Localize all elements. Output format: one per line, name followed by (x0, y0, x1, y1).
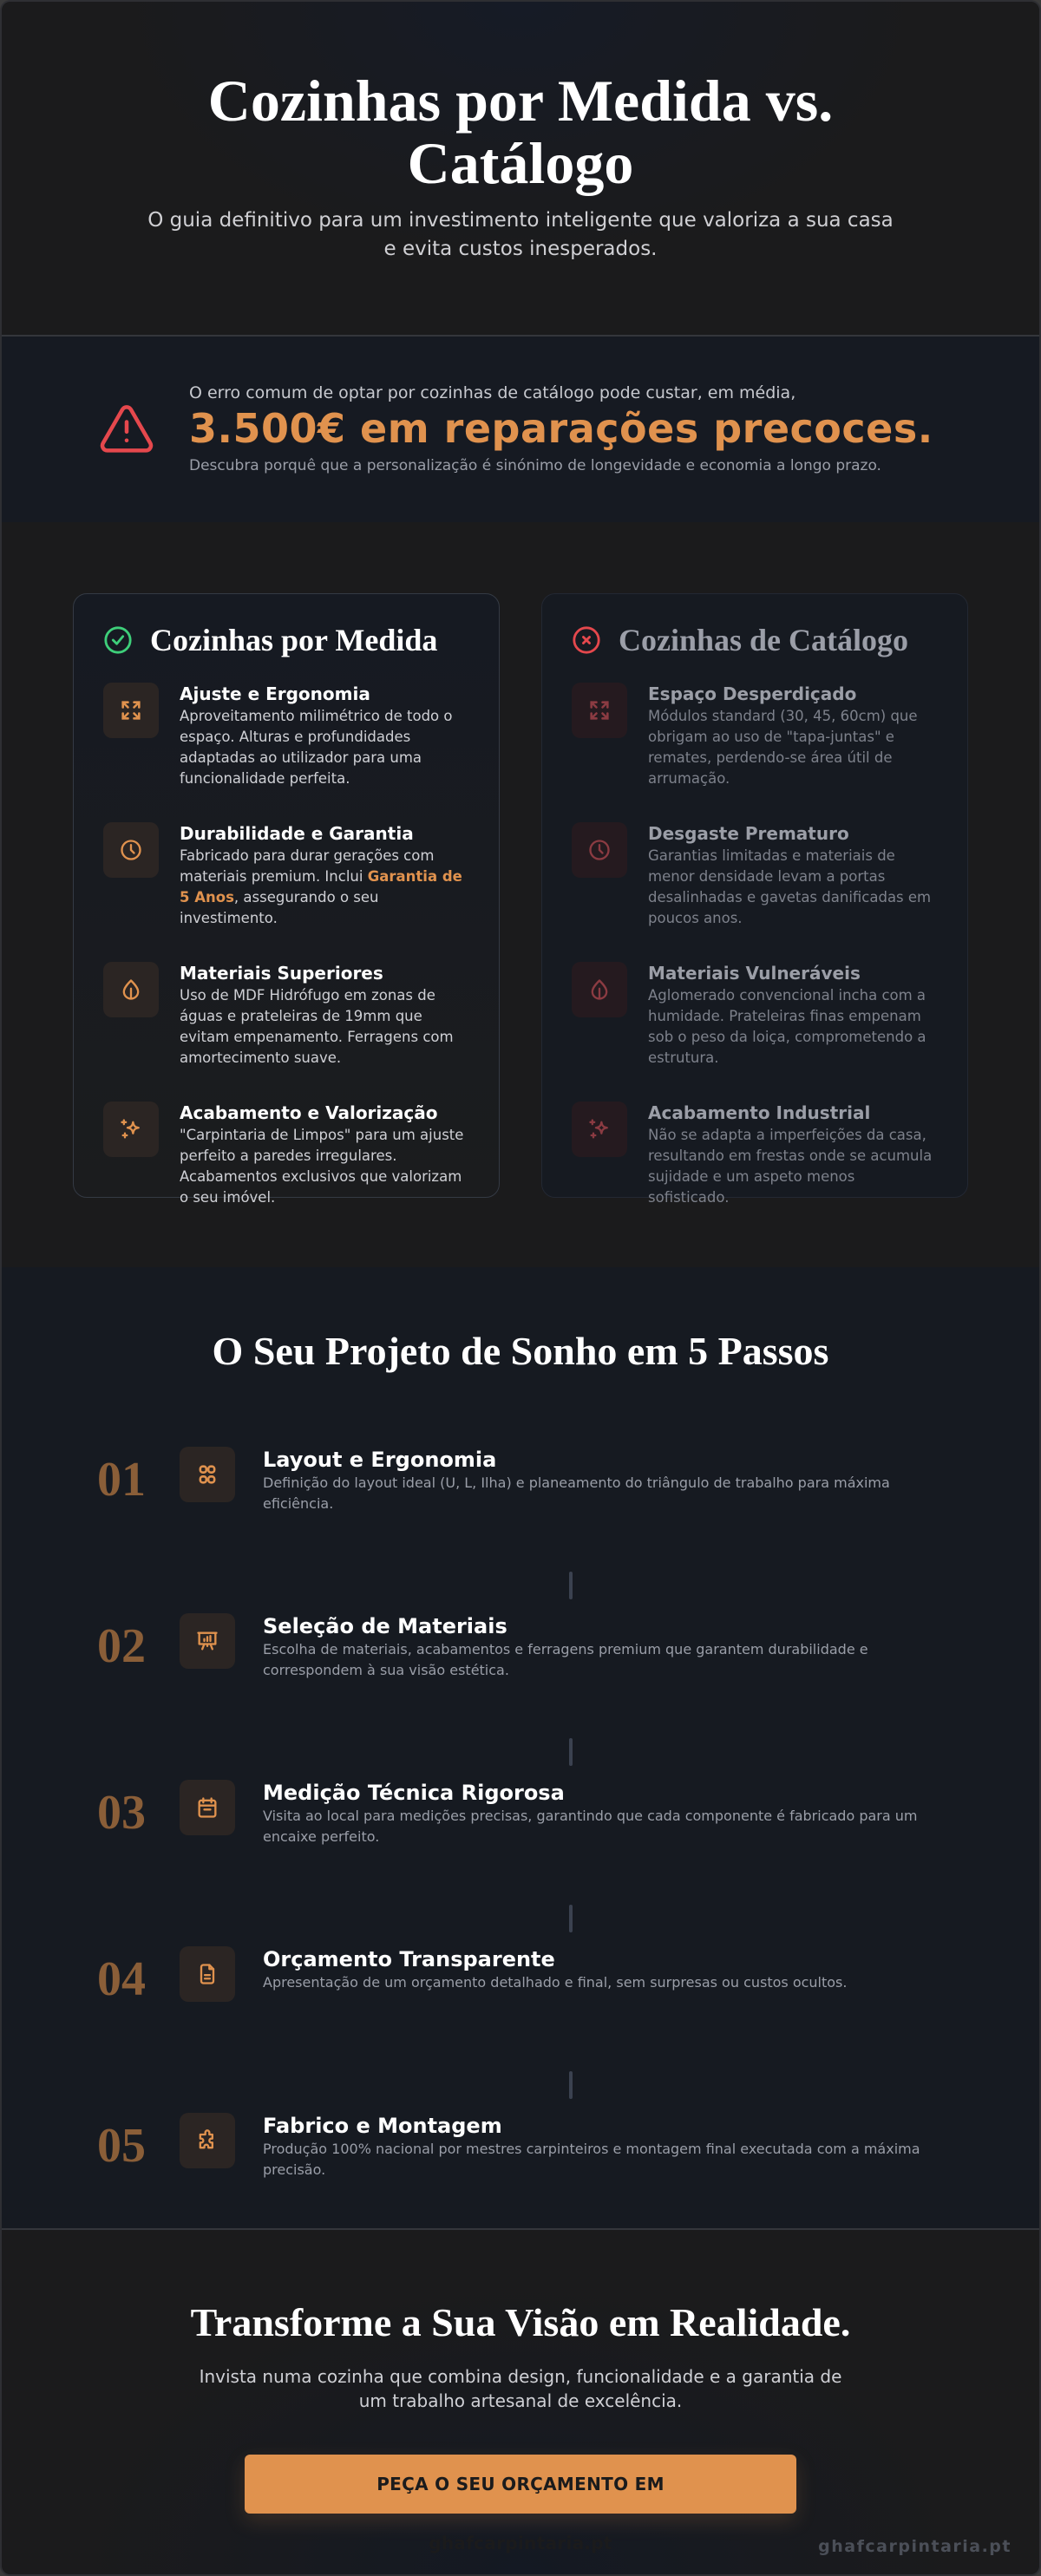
brand-watermark: ghafcarpintaria.pt (818, 2537, 1012, 2556)
feature-item (572, 1102, 940, 1208)
step-item (97, 2113, 1039, 2224)
step-title: Layout e Ergonomia (263, 1448, 497, 1472)
step-text: Visita ao local para medições precisas, garantindo que cada componente é fabricado para um encaixe perfeito. (263, 1808, 918, 1845)
step-number: 04 (97, 1952, 146, 2006)
feature-text: Módulos standard (30, 45, 60cm) que obrigam ao uso de "tapa-juntas" e remates, perdendo-se área útil de arrumação. (648, 708, 918, 787)
step-connector (97, 1558, 1039, 1613)
alert-highlight: 3.500€ em reparações precoces. (189, 405, 933, 452)
step-number: 01 (97, 1453, 146, 1507)
catalog-kitchens-card (541, 593, 968, 1206)
step-number: 05 (97, 2119, 146, 2173)
x-circle-icon (572, 625, 601, 655)
request-quote-button[interactable]: PEÇA O SEU ORÇAMENTO EM ghafcarpintaria.pt (245, 2455, 796, 2514)
warranty-highlight: Garantia de 5 Anos (180, 868, 462, 906)
custom-kitchens-card (73, 593, 500, 1206)
check-circle-icon (103, 625, 133, 655)
leaf-icon (119, 977, 143, 1002)
step-connector (97, 1891, 1039, 1946)
step-item (97, 1447, 1039, 1558)
step-number: 02 (97, 1619, 146, 1673)
step-title: Orçamento Transparente (263, 1947, 555, 1971)
step-number: 03 (97, 1786, 146, 1840)
feature-title: Acabamento Industrial (648, 1102, 871, 1123)
hero-subtitle: O guia definitivo para um investimento inteligente que valoriza a sua casa e evita custos inesperados. (147, 209, 894, 260)
feature-title: Durabilidade e Garantia (180, 823, 414, 844)
page-title: Cozinhas por Medida vs. Catálogo (207, 68, 834, 196)
feature-text-part: , assegurando o seu investimento. (180, 889, 379, 926)
step-item (97, 1613, 1039, 1724)
alert-lead: O erro comum de optar por cozinhas de catálogo pode custar, em média, (189, 383, 796, 402)
step-item (97, 1946, 1039, 2057)
clock-icon (587, 838, 612, 862)
feature-item (103, 683, 471, 789)
step-title: Seleção de Materiais (263, 1614, 507, 1638)
puzzle-icon (195, 2128, 219, 2153)
step-connector (97, 2057, 1039, 2113)
hero-section (2, 2, 1039, 337)
feature-item (572, 962, 940, 1069)
step-text: Definição do layout ideal (U, L, Ilha) e planeamento do triângulo de trabalho para máxima eficiência. (263, 1474, 890, 1512)
feature-item (572, 683, 940, 789)
layout-grid-icon (195, 1462, 219, 1487)
cost-alert-banner (2, 337, 1039, 522)
document-icon (195, 1962, 219, 1986)
feature-text: Uso de MDF Hidrófugo em zonas de águas e prateleiras de 19mm que evitam empenamento. Ferragens com amortecimento suave. (180, 987, 454, 1066)
clock-icon (119, 838, 143, 862)
feature-text (180, 846, 471, 929)
steps-section (2, 1267, 1039, 2230)
sparkles-icon (587, 1117, 612, 1141)
cta-section (2, 2230, 1039, 2575)
leaf-icon (587, 977, 612, 1002)
step-item (97, 1780, 1039, 1891)
feature-title: Materiais Superiores (180, 963, 383, 984)
calendar-icon (195, 1795, 219, 1820)
feature-title: Ajuste e Ergonomia (180, 683, 370, 704)
feature-text: Aproveitamento milimétrico de todo o espaço. Alturas e profundidades adaptadas ao utilizador para uma funcionalidade perfeita. (180, 708, 453, 787)
card-title: Cozinhas de Catálogo (619, 623, 909, 657)
step-text: Apresentação de um orçamento detalhado e final, sem surpresas ou custos ocultos. (263, 1974, 848, 1991)
step-title: Fabrico e Montagem (263, 2114, 502, 2138)
feature-title: Materiais Vulneráveis (648, 963, 861, 984)
expand-arrows-icon (119, 698, 143, 722)
feature-text: Aglomerado convencional incha com a humidade. Prateleiras finas empenam sob o peso da loiça, comprometendo a estrutura. (648, 987, 926, 1066)
warning-triangle-icon (97, 400, 156, 459)
step-connector (97, 1724, 1039, 1780)
feature-title: Espaço Desperdiçado (648, 683, 857, 704)
steps-title: O Seu Projeto de Sonho em 5 Passos (212, 1329, 829, 1373)
feature-text: Garantias limitadas e materiais de menor densidade levam a portas desalinhadas e gavetas danificadas em poucos anos. (648, 847, 932, 926)
step-text: Escolha de materiais, acabamentos e ferragens premium que garantem durabilidade e correspondem à sua visão estética. (263, 1641, 868, 1678)
feature-item (103, 962, 471, 1069)
feature-text-part: Fabricado para durar gerações com materiais premium. Inclui (180, 847, 435, 885)
feature-item (103, 1102, 471, 1208)
card-title: Cozinhas por Medida (150, 623, 438, 657)
cta-title: Transforme a Sua Visão em Realidade. (190, 2300, 851, 2344)
step-title: Medição Técnica Rigorosa (263, 1781, 565, 1805)
step-text: Produção 100% nacional por mestres carpinteiros e montagem final executada com a máxima precisão. (263, 2141, 920, 2178)
alert-sub: Descubra porquê que a personalização é sinónimo de longevidade e economia a longo prazo. (189, 457, 881, 474)
feature-text: "Carpintaria de Limpos" para um ajuste perfeito a paredes irregulares. Acabamentos exclusivos que valorizam o seu imóvel. (180, 1127, 464, 1206)
feature-title: Desgaste Prematuro (648, 823, 849, 844)
steps-list (2, 1374, 1039, 2224)
feature-text: Não se adapta a imperfeições da casa, resultando em frestas onde se acumula sujidade e um aspeto menos sofisticado. (648, 1127, 933, 1206)
expand-arrows-icon (587, 698, 612, 722)
feature-item (103, 822, 471, 929)
feature-item (572, 822, 940, 929)
cta-text: Invista numa cozinha que combina design, funcionalidade e a garantia de um trabalho artesanal de excelência. (199, 2366, 842, 2411)
presentation-chart-icon (195, 1629, 219, 1653)
alert-text (189, 382, 933, 477)
sparkles-icon (119, 1117, 143, 1141)
feature-title: Acabamento e Valorização (180, 1102, 438, 1123)
comparison-section (2, 522, 1039, 1267)
